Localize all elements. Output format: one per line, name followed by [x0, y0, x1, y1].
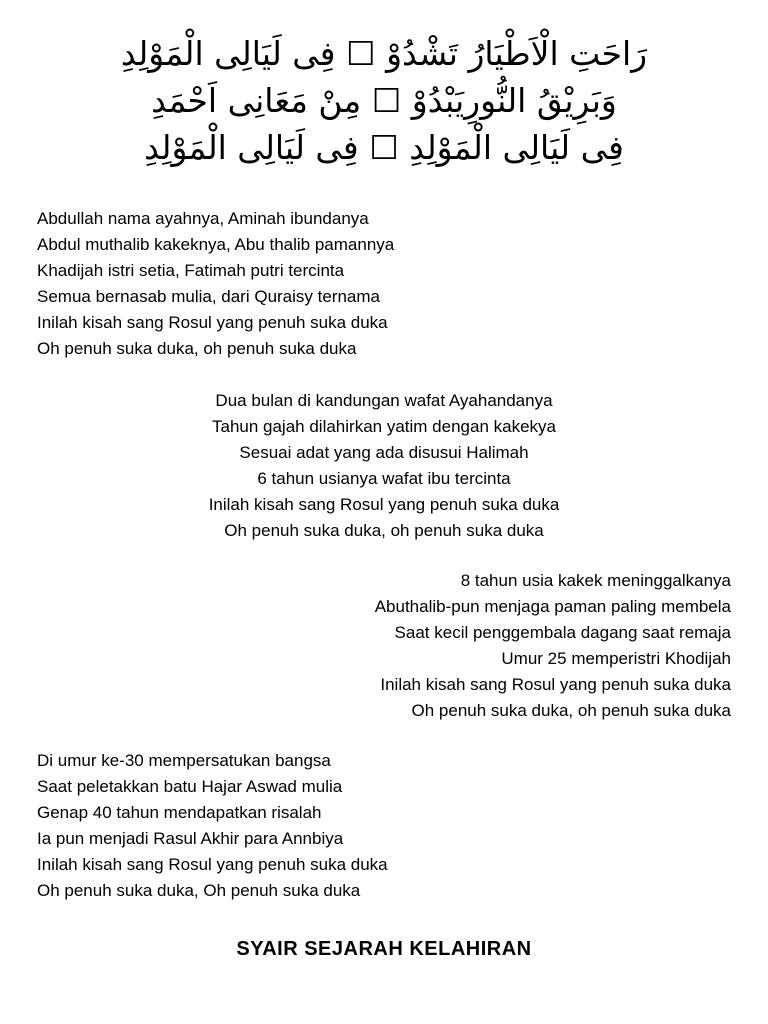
arabic-verse-line-1: رَاحَتِ الْاَطْيَارُ تَشْدُوْ ☐ فِى لَيَالِى الْمَوْلِدِ — [120, 34, 648, 73]
stanza-1-line-4: Semua bernasab mulia, dari Quraisy ternama — [37, 287, 380, 306]
stanza-4-line-2: Saat peletakkan batu Hajar Aswad mulia — [37, 777, 343, 796]
stanza-1-line-5: Inilah kisah sang Rosul yang penuh suka duka — [37, 313, 388, 332]
stanza-2 — [0, 388, 768, 544]
stanza-3-line-5: Inilah kisah sang Rosul yang penuh suka duka — [380, 675, 731, 694]
stanza-2-line-1: Dua bulan di kandungan wafat Ayahandanya — [215, 391, 553, 410]
stanza-1-line-2: Abdul muthalib kakeknya, Abu thalib pamannya — [37, 235, 395, 254]
stanza-3 — [375, 568, 731, 724]
stanza-2-line-2: Tahun gajah dilahirkan yatim dengan kakekya — [211, 417, 556, 436]
arabic-verse-header — [0, 30, 768, 171]
stanza-4-line-4: Ia pun menjadi Rasul Akhir para Annbiya — [37, 829, 344, 848]
stanza-4 — [37, 748, 388, 904]
stanza-1-line-6: Oh penuh suka duka, oh penuh suka duka — [37, 339, 357, 358]
stanza-1-line-3: Khadijah istri setia, Fatimah putri tercinta — [37, 261, 345, 280]
stanza-1 — [37, 206, 394, 362]
stanza-3-line-2: Abuthalib-pun menjaga paman paling membela — [374, 597, 731, 616]
stanza-3-line-3: Saat kecil penggembala dagang saat remaja — [394, 623, 731, 642]
stanza-4-line-5: Inilah kisah sang Rosul yang penuh suka duka — [37, 855, 388, 874]
stanza-2-line-5: Inilah kisah sang Rosul yang penuh suka duka — [208, 495, 560, 514]
stanza-2-line-6: Oh penuh suka duka, oh penuh suka duka — [224, 521, 544, 540]
stanza-3-line-1: 8 tahun usia kakek meninggalkanya — [460, 571, 731, 590]
stanza-4-line-1: Di umur ke-30 mempersatukan bangsa — [37, 751, 331, 770]
document-title: SYAIR SEJARAH KELAHIRAN — [236, 938, 532, 960]
stanza-3-line-6: Oh penuh suka duka, oh penuh suka duka — [411, 701, 731, 720]
stanza-1-line-1: Abdullah nama ayahnya, Aminah ibundanya — [37, 209, 369, 228]
stanza-2-line-4: 6 tahun usianya wafat ibu tercinta — [257, 469, 511, 488]
stanza-4-line-3: Genap 40 tahun mendapatkan risalah — [37, 803, 322, 822]
arabic-verse-line-3: فِى لَيَالِى الْمَوْلِدِ ☐ فِى لَيَالِى الْمَوْلِدِ — [144, 128, 624, 167]
stanza-4-line-6: Oh penuh suka duka, Oh penuh suka duka — [37, 881, 361, 900]
stanza-2-line-3: Sesuai adat yang ada disusui Halimah — [239, 443, 529, 462]
arabic-verse-line-2: وَبَرِيْقُ النُّورِيَبْدُوْ ☐ مِنْ مَعَانِى اَحْمَدِ — [151, 81, 617, 120]
stanza-3-line-4: Umur 25 memperistri Khodijah — [501, 649, 731, 668]
